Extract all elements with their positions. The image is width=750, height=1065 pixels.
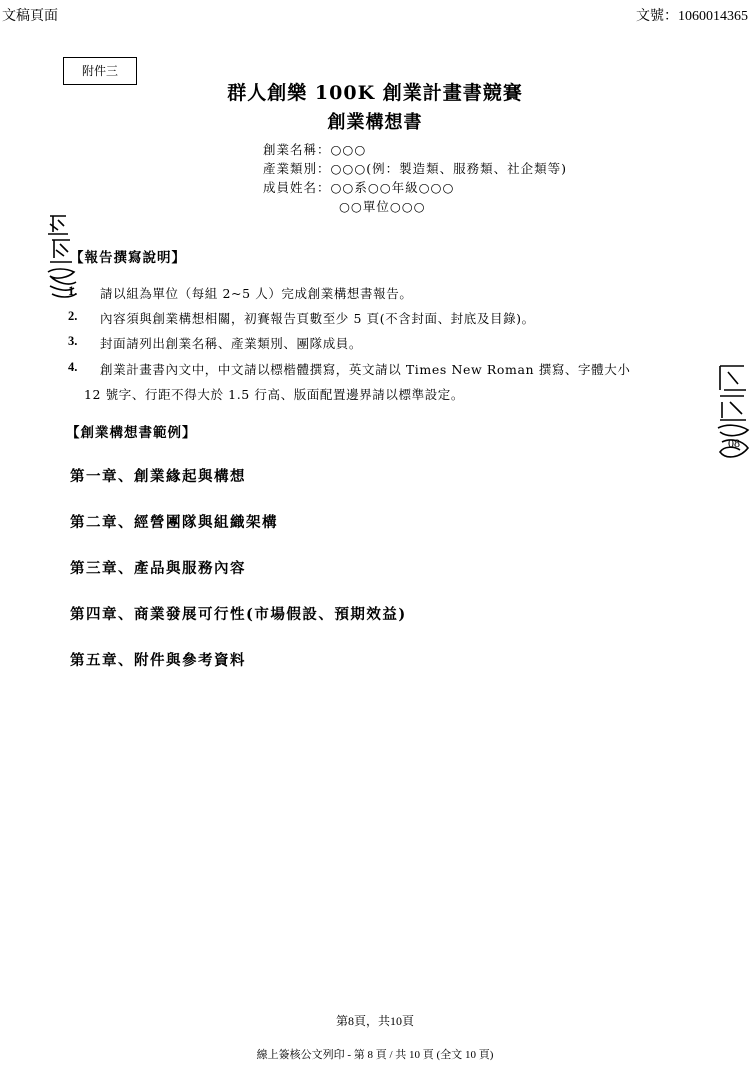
- list-item-number: 1.: [68, 284, 78, 298]
- example-heading: 【創業構想書範例】: [66, 425, 197, 441]
- stamp-seal-icon: [714, 362, 750, 472]
- list-item-number: 3.: [68, 334, 78, 348]
- document-subtitle: 創業構想書: [327, 112, 423, 133]
- list-item-number: 2.: [68, 309, 78, 323]
- list-item: 內容須與創業構想相關，初賽報告頁數至少 5 頁(不含封面、封底及目錄)。: [100, 311, 535, 326]
- list-item-number: 4.: [68, 360, 78, 374]
- industry-category-line: 產業類別：○○○(例：製造類、服務類、社企類等): [263, 161, 567, 176]
- title-main: 群人創樂 100K 創業計畫書競賽: [227, 82, 523, 104]
- attachment-label: 附件三: [63, 57, 137, 85]
- chapter-item: 第三章、產品與服務內容: [70, 560, 246, 577]
- document-number: 文號：1060014365: [636, 9, 748, 24]
- member-name-line: 成員姓名：○○系○○年級○○○: [263, 180, 455, 195]
- business-name-line: 創業名稱：○○○: [263, 142, 367, 157]
- seal-number: 08: [728, 436, 740, 450]
- list-item: 創業計畫書內文中，中文請以標楷體撰寫，英文請以 Times New Roman 撰寫、字體大小: [100, 362, 631, 377]
- chapter-item: 第五章、附件與參考資料: [70, 652, 246, 669]
- report-instructions-heading: 【報告撰寫說明】: [70, 250, 186, 266]
- member-unit-line: ○○單位○○○: [339, 199, 426, 214]
- list-item-continuation: 12 號字、行距不得大於 1.5 行高、版面配置邊界請以標準設定。: [84, 387, 465, 402]
- chapter-item: 第四章、商業發展可行性(市場假設、預期效益): [70, 606, 407, 623]
- document-header-left: 文稿頁面: [2, 9, 58, 24]
- list-item: 封面請列出創業名稱、產業類別、團隊成員。: [100, 336, 363, 351]
- document-title: [0, 78, 750, 105]
- print-info: 線上簽核公文列印 - 第 8 頁 / 共 10 頁 (全文 10 頁): [256, 1049, 494, 1061]
- page-counter: 第8頁，共10頁: [335, 1014, 414, 1028]
- chapter-item: 第一章、創業緣起與構想: [70, 468, 246, 485]
- list-item: 請以組為單位（每組 2~5 人）完成創業構想書報告。: [100, 286, 413, 301]
- chapter-item: 第二章、經營團隊與組織架構: [70, 514, 278, 531]
